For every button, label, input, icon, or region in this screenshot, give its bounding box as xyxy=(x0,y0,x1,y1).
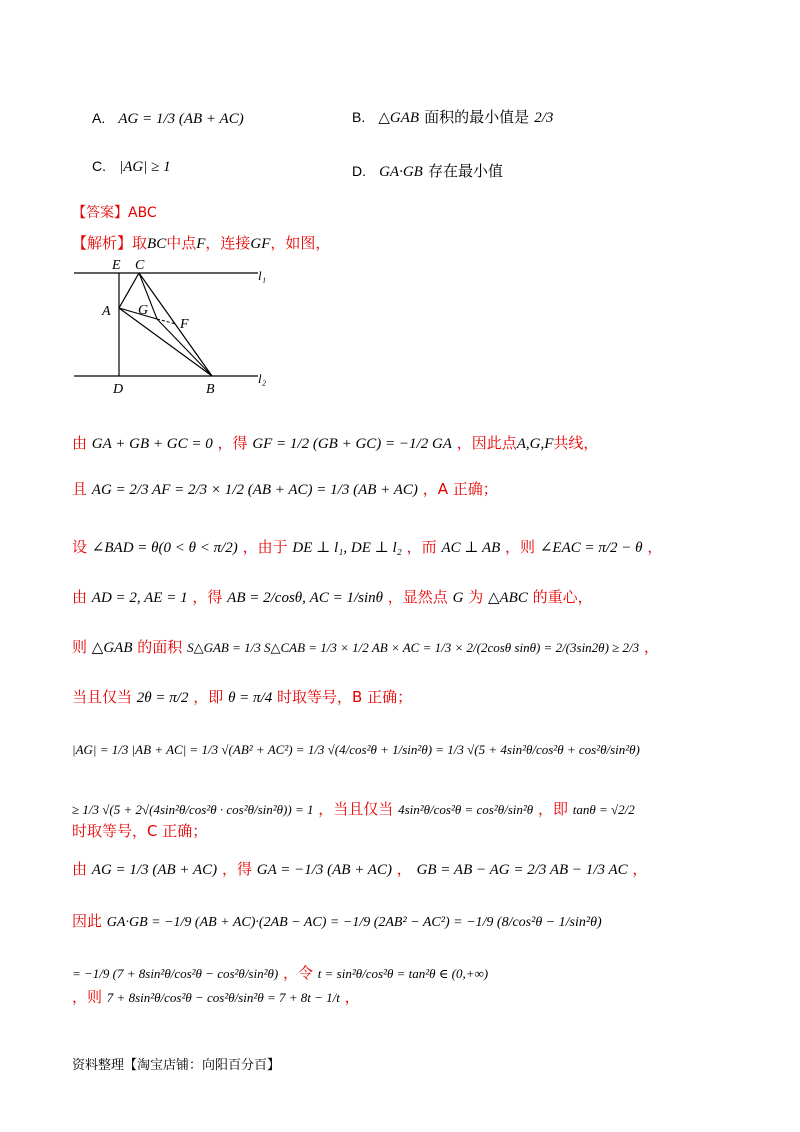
step-line-8 xyxy=(72,798,635,819)
option-a xyxy=(92,108,244,128)
option-tail: 2/3 xyxy=(534,110,554,126)
step-text: ， xyxy=(643,638,659,656)
step-math: = −1/9 (7 + 8sin²θ/cos²θ − cos²θ/sin²θ) xyxy=(72,966,279,981)
step-line-6 xyxy=(72,686,412,707)
step-text: ，即 xyxy=(193,688,224,706)
option-text: 面积的最小值是 xyxy=(424,108,530,126)
step-math: ∠EAC = π/2 − θ xyxy=(539,540,643,556)
step-text: ，得 xyxy=(221,860,252,878)
step-math: AD = 2, AE = 1 xyxy=(91,590,188,606)
step-text: 因此 xyxy=(72,912,103,930)
option-math: AG = 1/3 (AB + AC) xyxy=(118,111,244,127)
analysis-text: 中点 xyxy=(166,234,197,252)
option-d xyxy=(352,160,503,181)
step-text: ， xyxy=(632,860,648,878)
label-f: F xyxy=(180,317,189,332)
step-text: ， xyxy=(344,988,360,1006)
footer-text: 资料整理【淘宝店铺：向阳百分百】 xyxy=(72,1058,281,1073)
step-text: ，得 xyxy=(217,434,248,452)
step-text: ，即 xyxy=(537,800,568,818)
option-math: △GAB xyxy=(378,110,420,126)
step-line-2 xyxy=(72,478,498,499)
step-math: θ = π/4 xyxy=(228,690,273,706)
step-math: 2θ = π/2 xyxy=(136,690,189,706)
geometry-figure xyxy=(72,252,282,397)
step-text: 当且仅当 xyxy=(72,688,133,706)
step-math: GF = 1/2 (GB + GC) = −1/2 GA xyxy=(252,436,452,452)
step-math: GB = AB − AG = 2/3 AB − 1/3 AC xyxy=(416,862,628,878)
analysis-text: 取 xyxy=(132,234,148,252)
step-text: 由 xyxy=(72,860,88,878)
step-text: ，令 xyxy=(283,964,314,982)
step-text: 则 xyxy=(72,638,88,656)
step-line-4 xyxy=(72,586,593,607)
step-text: ，当且仅当 xyxy=(318,800,394,818)
step-math: GA = −1/3 (AB + AC) xyxy=(256,862,392,878)
label-c: C xyxy=(135,258,145,273)
step-math: 7 + 8sin²θ/cos²θ − cos²θ/sin²θ = 7 + 8t − 1/t xyxy=(106,990,340,1005)
step-math: AG = 1/3 (AB + AC) xyxy=(91,862,218,878)
step-text: ，因此点 xyxy=(456,434,517,452)
step-math: △GAB xyxy=(91,640,133,656)
step-math: AC ⊥ AB xyxy=(441,540,501,556)
step-math: G xyxy=(452,590,464,606)
step-text: 由 xyxy=(72,434,88,452)
step-text: 的面积 xyxy=(137,638,183,656)
step-line-9 xyxy=(72,858,647,879)
option-text: 存在最小值 xyxy=(427,162,503,180)
step-line-3 xyxy=(72,536,662,557)
step-math: A,G,F xyxy=(516,436,554,452)
analysis-math: BC xyxy=(147,236,167,252)
option-math: |AG| ≥ 1 xyxy=(119,159,171,175)
step-line-1 xyxy=(72,432,598,453)
step-text: ，A 正确； xyxy=(422,480,498,498)
option-b xyxy=(352,106,553,127)
option-letter: B. xyxy=(352,109,366,125)
step-math: ≥ 1/3 √(5 + 2√(4sin²θ/cos²θ · cos²θ/sin²θ)) = 1 xyxy=(72,802,314,817)
label-g: G xyxy=(138,303,149,318)
step-text: ，则 xyxy=(505,538,536,556)
option-c xyxy=(92,156,171,176)
step-math: ∠BAD = θ(0 < θ < π/2) xyxy=(91,540,238,556)
step-text: 时取等号，C 正确； xyxy=(72,822,208,840)
step-math: 4sin²θ/cos²θ = cos²θ/sin²θ xyxy=(398,802,534,817)
analysis-math: GF xyxy=(250,236,271,252)
label-l1: l₁ xyxy=(258,268,267,283)
option-letter: A. xyxy=(92,110,106,126)
label-l2: l₂ xyxy=(258,371,267,386)
segment-ac xyxy=(119,273,139,308)
analysis-intro xyxy=(72,232,330,253)
step-math: tanθ = √2/2 xyxy=(572,802,635,817)
step-text: ，则 xyxy=(72,988,103,1006)
step-line-11b xyxy=(72,986,360,1007)
step-math: △ABC xyxy=(487,590,528,606)
step-text: 时取等号，B 正确； xyxy=(277,688,413,706)
step-math: S△GAB = 1/3 S△CAB = 1/3 × 1/2 AB × AC = 1/3 × 2/(2cosθ sinθ) = 2/(3sin2θ) ≥ 2/3 xyxy=(187,640,640,655)
option-letter: D. xyxy=(352,163,366,179)
step-math: AG = 2/3 AF = 2/3 × 1/2 (AB + AC) = 1/3 (AB + AC) xyxy=(91,482,418,498)
step-line-7 xyxy=(72,740,640,758)
step-math: GA + GB + GC = 0 xyxy=(91,436,213,452)
analysis-text: ，如图， xyxy=(270,234,331,252)
step-text: 由 xyxy=(72,588,88,606)
segment-ab xyxy=(119,308,212,376)
step-text: ， xyxy=(396,860,412,878)
step-line-8b xyxy=(72,820,207,841)
step-text: 设 xyxy=(72,538,88,556)
step-line-5 xyxy=(72,636,659,657)
label-d: D xyxy=(113,382,124,397)
analysis-label: 【解析】 xyxy=(72,234,133,252)
step-text: ，显然点 xyxy=(387,588,448,606)
analysis-math: F xyxy=(196,236,206,252)
step-line-10 xyxy=(72,910,602,931)
analysis-text: ，连接 xyxy=(205,234,251,252)
answer: 【答案】ABC xyxy=(72,205,157,221)
step-text: ， xyxy=(647,538,663,556)
option-letter: C. xyxy=(92,158,106,174)
option-math: GA·GB xyxy=(379,164,423,180)
step-math: t = sin²θ/cos²θ = tan²θ ∈ (0,+∞) xyxy=(317,966,489,981)
step-math: |AG| = 1/3 |AB + AC| = 1/3 √(AB² + AC²) = 1/3 √(4/cos²θ + 1/sin²θ) = 1/3 √(5 + 4sin²θ/cos²θ + cos²θ/sin²θ) xyxy=(72,742,640,757)
step-math: GA·GB = −1/9 (AB + AC)·(2AB − AC) = −1/9 (2AB² − AC²) = −1/9 (8/cos²θ − 1/sin²θ) xyxy=(106,915,602,930)
step-line-11 xyxy=(72,962,488,983)
step-text: 为 xyxy=(468,588,484,606)
step-text: 且 xyxy=(72,480,88,498)
step-text: ，由于 xyxy=(242,538,288,556)
step-math: AB = 2/cosθ, AC = 1/sinθ xyxy=(227,590,383,606)
step-text: ，而 xyxy=(406,538,437,556)
step-math: DE ⊥ l₁, DE ⊥ l₂ xyxy=(292,540,402,556)
label-a: A xyxy=(102,304,111,319)
label-e: E xyxy=(112,258,121,273)
step-text: 的重心， xyxy=(532,588,593,606)
label-b: B xyxy=(206,382,215,397)
step-text: 共线， xyxy=(553,434,599,452)
step-text: ，得 xyxy=(192,588,223,606)
segment-cb xyxy=(139,273,212,376)
